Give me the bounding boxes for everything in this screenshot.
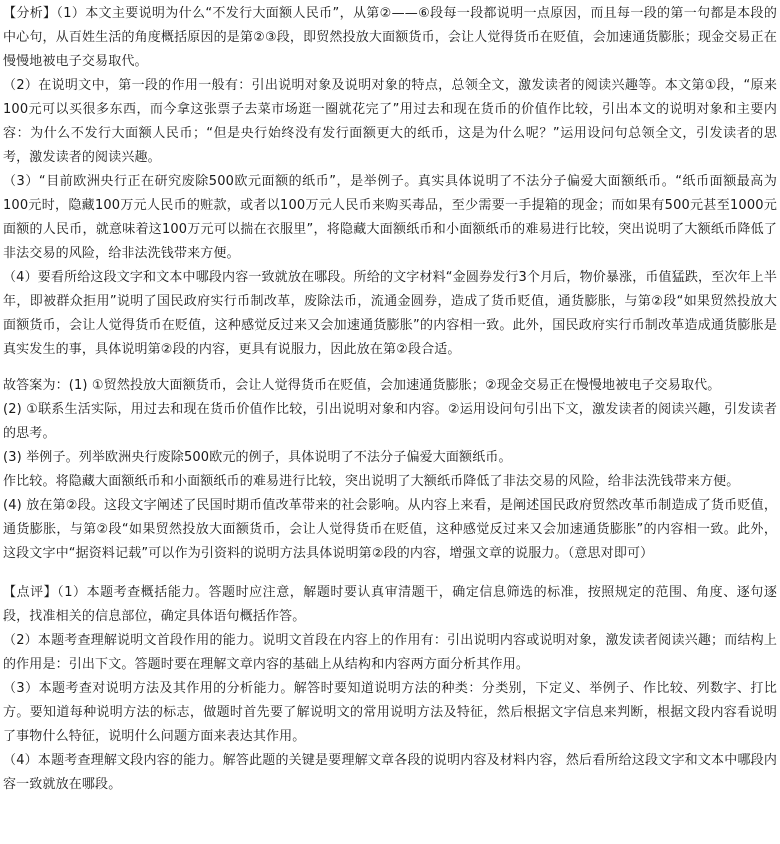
comment-section [3, 581, 777, 797]
answer-paragraph-4: 作比较。将隐藏大面额纸币和小面额纸币的难易进行比较，突出说明了大额纸币降低了非法交易的风险，给非法洗钱带来方便。 [3, 474, 740, 489]
analysis-paragraph-2: （2）在说明文中，第一段的作用一般有：引出说明对象及说明对象的特点，总领全文，激发读者的阅读兴趣等。本文第①段，“原来100元可以买很多东西，而今拿这张票子去菜市场逛一圈就花完了”用过去和现在货币的价值作比较，引出本文的说明对象和主要内容：为什么不发行大面额人民币；“但是央行始终没有发行面额更大的纸币，这是为什么呢？”运用设问句总领全文，引发读者的思考，激发读者的阅读兴趣。 [3, 78, 777, 165]
answer-paragraph-3: (3) 举例子。列举欧洲央行废除500欧元的例子，具体说明了不法分子偏爱大面额纸币。 [3, 450, 512, 465]
comment-paragraph-1: 【点评】（1）本题考查概括能力。答题时应注意，解题时要认真审清题干，确定信息筛选的标准，按照规定的范围、角度、逐句逐段，找准相关的信息部位，确定具体语句概括作答。 [3, 585, 777, 624]
comment-paragraph-4: （4）本题考查理解文段内容的能力。解答此题的关键是要理解文章各段的说明内容及材料内容，然后看所给这段文字和文本中哪段内容一致就放在哪段。 [3, 753, 777, 792]
answer-paragraph-5: (4) 放在第②段。这段文字阐述了民国时期币值改革带来的社会影响。从内容上来看，是阐述国民政府贸然改革币制造成了货币贬值，通货膨胀，与第②段“如果贸然投放大面额货币，会让人觉得货币在贬值，这种感觉反过来又会加速通货膨胀”的内容相一致。此外，这段文字中“据资料记载”可以作为引资料的说明方法具体说明第②段的内容，增强文章的说服力。（意思对即可） [3, 498, 777, 561]
analysis-section [3, 2, 777, 362]
comment-paragraph-2: （2）本题考查理解说明文首段作用的能力。说明文首段在内容上的作用有：引出说明内容或说明对象，激发读者阅读兴趣；而结构上的作用是：引出下文。答题时要在理解文章内容的基础上从结构和内容两方面分析其作用。 [3, 633, 777, 672]
answer-section [3, 374, 777, 566]
section-gap [3, 566, 777, 581]
section-gap [3, 362, 777, 374]
analysis-paragraph-3: （3）“目前欧洲央行正在研究废除500欧元面额的纸币”，是举例子。真实具体说明了不法分子偏爱大面额纸币。“纸币面额最高为100元时，隐藏100万元人民币的赃款，或者以100万元人民币来购买毒品，至少需要一手提箱的现金；而如果有500元甚至1000元面额的人民币，就意味着这100万元可以揣在衣服里”，将隐藏大面额纸币和小面额纸币的难易进行比较，突出说明了大额纸币降低了非法交易的风险，给非法洗钱带来方便。 [3, 174, 777, 261]
analysis-paragraph-1: 【分析】（1）本文主要说明为什么“不发行大面额人民币”，从第②——⑥段每一段都说明一点原因，而且每一段的第一句都是本段的中心句，从百姓生活的角度概括原因的是第②③段，即贸然投放大面额货币，会让人觉得货币在贬值，会加速通货膨胀；现金交易正在慢慢地被电子交易取代。 [3, 6, 777, 69]
answer-paragraph-2: (2) ①联系生活实际，用过去和现在货币价值作比较，引出说明对象和内容。②运用设问句引出下文，激发读者的阅读兴趣，引发读者的思考。 [3, 402, 777, 441]
answer-paragraph-1: 故答案为：(1) ①贸然投放大面额货币，会让人觉得货币在贬值，会加速通货膨胀；②现金交易正在慢慢地被电子交易取代。 [3, 378, 721, 393]
analysis-paragraph-4: （4）要看所给这段文字和文本中哪段内容一致就放在哪段。所给的文字材料“金圆券发行3个月后，物价暴涨，币值猛跌，至次年上半年，即被群众拒用”说明了国民政府实行币制改革，废除法币，流通金圆券，造成了货币贬值，通货膨胀，与第②段“如果贸然投放大面额货币，会让人觉得货币在贬值，这种感觉反过来又会加速通货膨胀”的内容相一致。此外，国民政府实行币制改革造成通货膨胀是真实发生的事，具体说明第②段的内容，更具有说服力，因此放在第②段合适。 [3, 270, 777, 357]
comment-paragraph-3: （3）本题考查对说明方法及其作用的分析能力。解答时要知道说明方法的种类：分类别，下定义、举例子、作比较、列数字、打比方。要知道每种说明方法的标志，做题时首先要了解说明文的常用说明方法及特征，然后根据文字信息来判断，根据文段内容看说明了事物什么特征，说明什么问题方面来表达其作用。 [3, 681, 777, 744]
